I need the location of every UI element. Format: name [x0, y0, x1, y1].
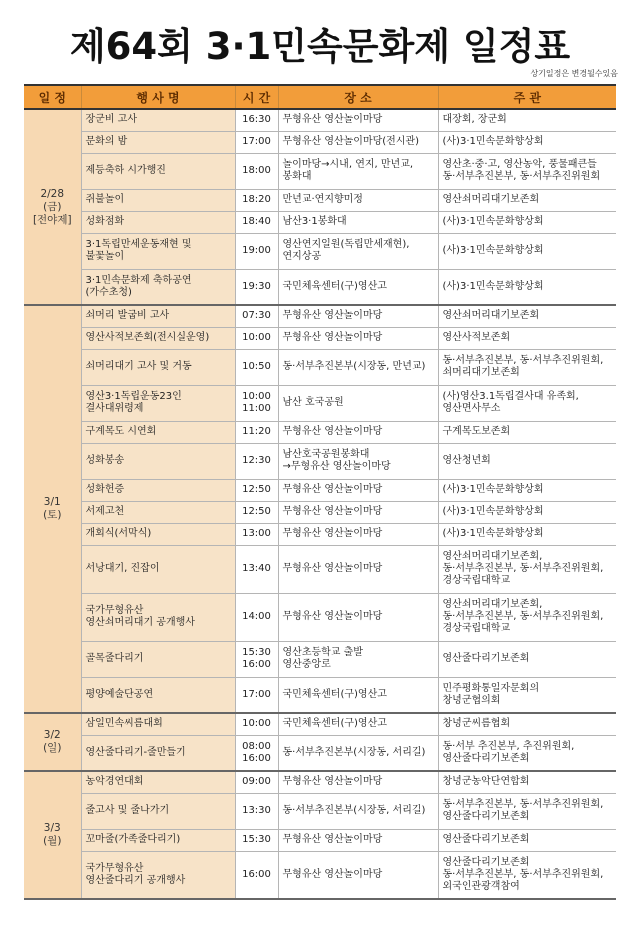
place-cell: 놀이마당→시내, 연지, 만년교, 봉화대 [278, 153, 438, 189]
place-cell: 국민체육센터(구)영산고 [278, 269, 438, 305]
table-row [24, 269, 616, 305]
time-cell: 19:00 [235, 233, 278, 269]
host-cell: (사)3·1민속문화향상회 [438, 501, 616, 523]
place-cell: 무형유산 영산놀이마당 [278, 523, 438, 545]
table-row [24, 545, 616, 593]
table-row [24, 189, 616, 211]
host-cell: (사)3·1민속문화향상회 [438, 479, 616, 501]
host-cell: 영산쇠머리대기보존회, 동·서부추진본부, 동·서부추진위원회, 경상국립대학교 [438, 593, 616, 641]
host-cell: 영산초·중·고, 영산농악, 풍물패큰들 동·서부추진본부, 동·서부추진위원회 [438, 153, 616, 189]
time-cell: 14:00 [235, 593, 278, 641]
event-cell: 쇠머리 발굽비 고사 [81, 305, 235, 327]
event-cell: 제등축하 시가행진 [81, 153, 235, 189]
host-cell: 영산쇠머리대기보존회 [438, 305, 616, 327]
event-cell: 골목줄다리기 [81, 641, 235, 677]
time-cell: 18:40 [235, 211, 278, 233]
event-cell: 농악경연대회 [81, 771, 235, 793]
table-row [24, 421, 616, 443]
host-cell: (사)3·1민속문화향상회 [438, 269, 616, 305]
day-cell: 3/2 (일) [24, 713, 81, 771]
event-cell: 서낭대기, 진잡이 [81, 545, 235, 593]
place-cell: 무형유산 영산놀이마당 [278, 545, 438, 593]
place-cell: 무형유산 영산놀이마당 [278, 479, 438, 501]
place-cell: 무형유산 영산놀이마당 [278, 829, 438, 851]
event-cell: 성화봉송 [81, 443, 235, 479]
place-cell: 무형유산 영산놀이마당 [278, 421, 438, 443]
table-row [24, 479, 616, 501]
table-row [24, 523, 616, 545]
time-cell: 10:00 [235, 713, 278, 735]
table-row [24, 501, 616, 523]
event-cell: 3·1독립만세운동재현 및 불꽃놀이 [81, 233, 235, 269]
place-cell: 영산초등학교 출발 영산중앙로 [278, 641, 438, 677]
host-cell: (사)3·1민속문화향상회 [438, 211, 616, 233]
place-cell: 동·서부추진본부(시장동, 서리길) [278, 793, 438, 829]
table-row [24, 771, 616, 793]
host-cell: 영산사적보존회 [438, 327, 616, 349]
time-cell: 17:00 [235, 677, 278, 713]
host-cell: 동·서부추진본부, 동·서부추진위원회, 쇠머리대기보존회 [438, 349, 616, 385]
host-cell: 민주평화통일자문회의 창녕군협의회 [438, 677, 616, 713]
header-day: 일 정 [24, 85, 81, 109]
time-cell: 19:30 [235, 269, 278, 305]
table-row [24, 735, 616, 771]
host-cell: 대장회, 장군회 [438, 109, 616, 131]
place-cell: 무형유산 영산놀이마당(전시관) [278, 131, 438, 153]
host-cell: (사)3·1민속문화향상회 [438, 233, 616, 269]
time-cell: 18:00 [235, 153, 278, 189]
host-cell: 동·서부 추진본부, 추진위원회, 영산줄다리기보존회 [438, 735, 616, 771]
host-cell: (사)3·1민속문화향상회 [438, 131, 616, 153]
place-cell: 국민체육센터(구)영산고 [278, 713, 438, 735]
place-cell: 남산3·1봉화대 [278, 211, 438, 233]
event-cell: 문화의 밤 [81, 131, 235, 153]
time-cell: 15:30 16:00 [235, 641, 278, 677]
table-row [24, 153, 616, 189]
place-cell: 무형유산 영산놀이마당 [278, 593, 438, 641]
time-cell: 13:30 [235, 793, 278, 829]
host-cell: 영산쇠머리대기보존회 [438, 189, 616, 211]
table-row [24, 385, 616, 421]
host-cell: 영산줄다리기보존회 [438, 641, 616, 677]
table-row [24, 641, 616, 677]
host-cell: (사)영산3.1독립결사대 유족회, 영산면사무소 [438, 385, 616, 421]
table-row [24, 443, 616, 479]
table-row [24, 109, 616, 131]
page-title: 제64회 3·1민속문화제 일정표 [69, 25, 571, 68]
event-cell: 서제고천 [81, 501, 235, 523]
event-cell: 국가무형유산 영산쇠머리대기 공개행사 [81, 593, 235, 641]
host-cell: 동·서부추진본부, 동·서부추진위원회, 영산줄다리기보존회 [438, 793, 616, 829]
table-row [24, 131, 616, 153]
event-cell: 쇠머리대기 고사 및 거동 [81, 349, 235, 385]
day-cell: 2/28 (금) [전야제] [24, 109, 81, 305]
time-cell: 08:00 16:00 [235, 735, 278, 771]
header-event: 행 사 명 [81, 85, 235, 109]
place-cell: 남산호국공원봉화대 →무형유산 영산놀이마당 [278, 443, 438, 479]
header-host: 주 관 [438, 85, 616, 109]
time-cell: 10:00 11:00 [235, 385, 278, 421]
event-cell: 영산줄다리기-줄만들기 [81, 735, 235, 771]
time-cell: 18:20 [235, 189, 278, 211]
table-row [24, 305, 616, 327]
time-cell: 13:40 [235, 545, 278, 593]
time-cell: 12:50 [235, 479, 278, 501]
header-place: 장 소 [278, 85, 438, 109]
event-cell: 평양예술단공연 [81, 677, 235, 713]
host-cell: (사)3·1민속문화향상회 [438, 523, 616, 545]
table-row [24, 793, 616, 829]
time-cell: 12:50 [235, 501, 278, 523]
time-cell: 13:00 [235, 523, 278, 545]
place-cell: 만년교·연지향미정 [278, 189, 438, 211]
table-row [24, 677, 616, 713]
event-cell: 장군비 고사 [81, 109, 235, 131]
place-cell: 국민체육센터(구)영산고 [278, 677, 438, 713]
time-cell: 11:20 [235, 421, 278, 443]
place-cell: 영산연지일원(독립만세재현), 연지상공 [278, 233, 438, 269]
table-header-row [24, 85, 616, 109]
place-cell: 무형유산 영산놀이마당 [278, 327, 438, 349]
event-cell: 삼일민속씨름대회 [81, 713, 235, 735]
host-cell: 영산줄다리기보존회 [438, 829, 616, 851]
event-cell: 개회식(서막식) [81, 523, 235, 545]
schedule-body [24, 109, 616, 899]
place-cell: 무형유산 영산놀이마당 [278, 109, 438, 131]
place-cell: 무형유산 영산놀이마당 [278, 851, 438, 899]
time-cell: 17:00 [235, 131, 278, 153]
time-cell: 16:00 [235, 851, 278, 899]
place-cell: 무형유산 영산놀이마당 [278, 501, 438, 523]
place-cell: 무형유산 영산놀이마당 [278, 305, 438, 327]
time-cell: 09:00 [235, 771, 278, 793]
host-cell: 구계목도보존회 [438, 421, 616, 443]
time-cell: 16:30 [235, 109, 278, 131]
header-time: 시 간 [235, 85, 278, 109]
place-cell: 동·서부추진본부(시장동, 서리길) [278, 735, 438, 771]
time-cell: 07:30 [235, 305, 278, 327]
event-cell: 꼬마줄(가족줄다리기) [81, 829, 235, 851]
time-cell: 15:30 [235, 829, 278, 851]
table-row [24, 593, 616, 641]
host-cell: 영산쇠머리대기보존회, 동·서부추진본부, 동·서부추진위원회, 경상국립대학교 [438, 545, 616, 593]
event-cell: 국가무형유산 영산줄다리기 공개행사 [81, 851, 235, 899]
event-cell: 성화점화 [81, 211, 235, 233]
time-cell: 10:00 [235, 327, 278, 349]
day-cell: 3/1 (토) [24, 305, 81, 713]
table-row [24, 327, 616, 349]
change-notice: 상기일정은 변경될수있음 [530, 69, 618, 78]
table-row [24, 713, 616, 735]
place-cell: 무형유산 영산놀이마당 [278, 771, 438, 793]
table-row [24, 233, 616, 269]
host-cell: 영산줄다리기보존회 동·서부추진본부, 동·서부추진위원회, 외국인관광객참여 [438, 851, 616, 899]
event-cell: 구계목도 시연회 [81, 421, 235, 443]
place-cell: 동·서부추진본부(시장동, 만년교) [278, 349, 438, 385]
table-row [24, 349, 616, 385]
event-cell: 3·1민속문화제 축하공연 (가수초청) [81, 269, 235, 305]
table-row [24, 829, 616, 851]
time-cell: 10:50 [235, 349, 278, 385]
host-cell: 창녕군씨름협회 [438, 713, 616, 735]
event-cell: 영산3·1독립운동23인 결사대위령제 [81, 385, 235, 421]
host-cell: 창녕군농악단연합회 [438, 771, 616, 793]
table-row [24, 851, 616, 899]
event-cell: 영산사적보존회(전시실운영) [81, 327, 235, 349]
event-cell: 성화헌증 [81, 479, 235, 501]
event-cell: 쥐불놀이 [81, 189, 235, 211]
event-cell: 줄고사 및 줄나가기 [81, 793, 235, 829]
time-cell: 12:30 [235, 443, 278, 479]
host-cell: 영산청년회 [438, 443, 616, 479]
table-row [24, 211, 616, 233]
day-cell: 3/3 (월) [24, 771, 81, 899]
place-cell: 남산 호국공원 [278, 385, 438, 421]
schedule-table [24, 84, 616, 900]
